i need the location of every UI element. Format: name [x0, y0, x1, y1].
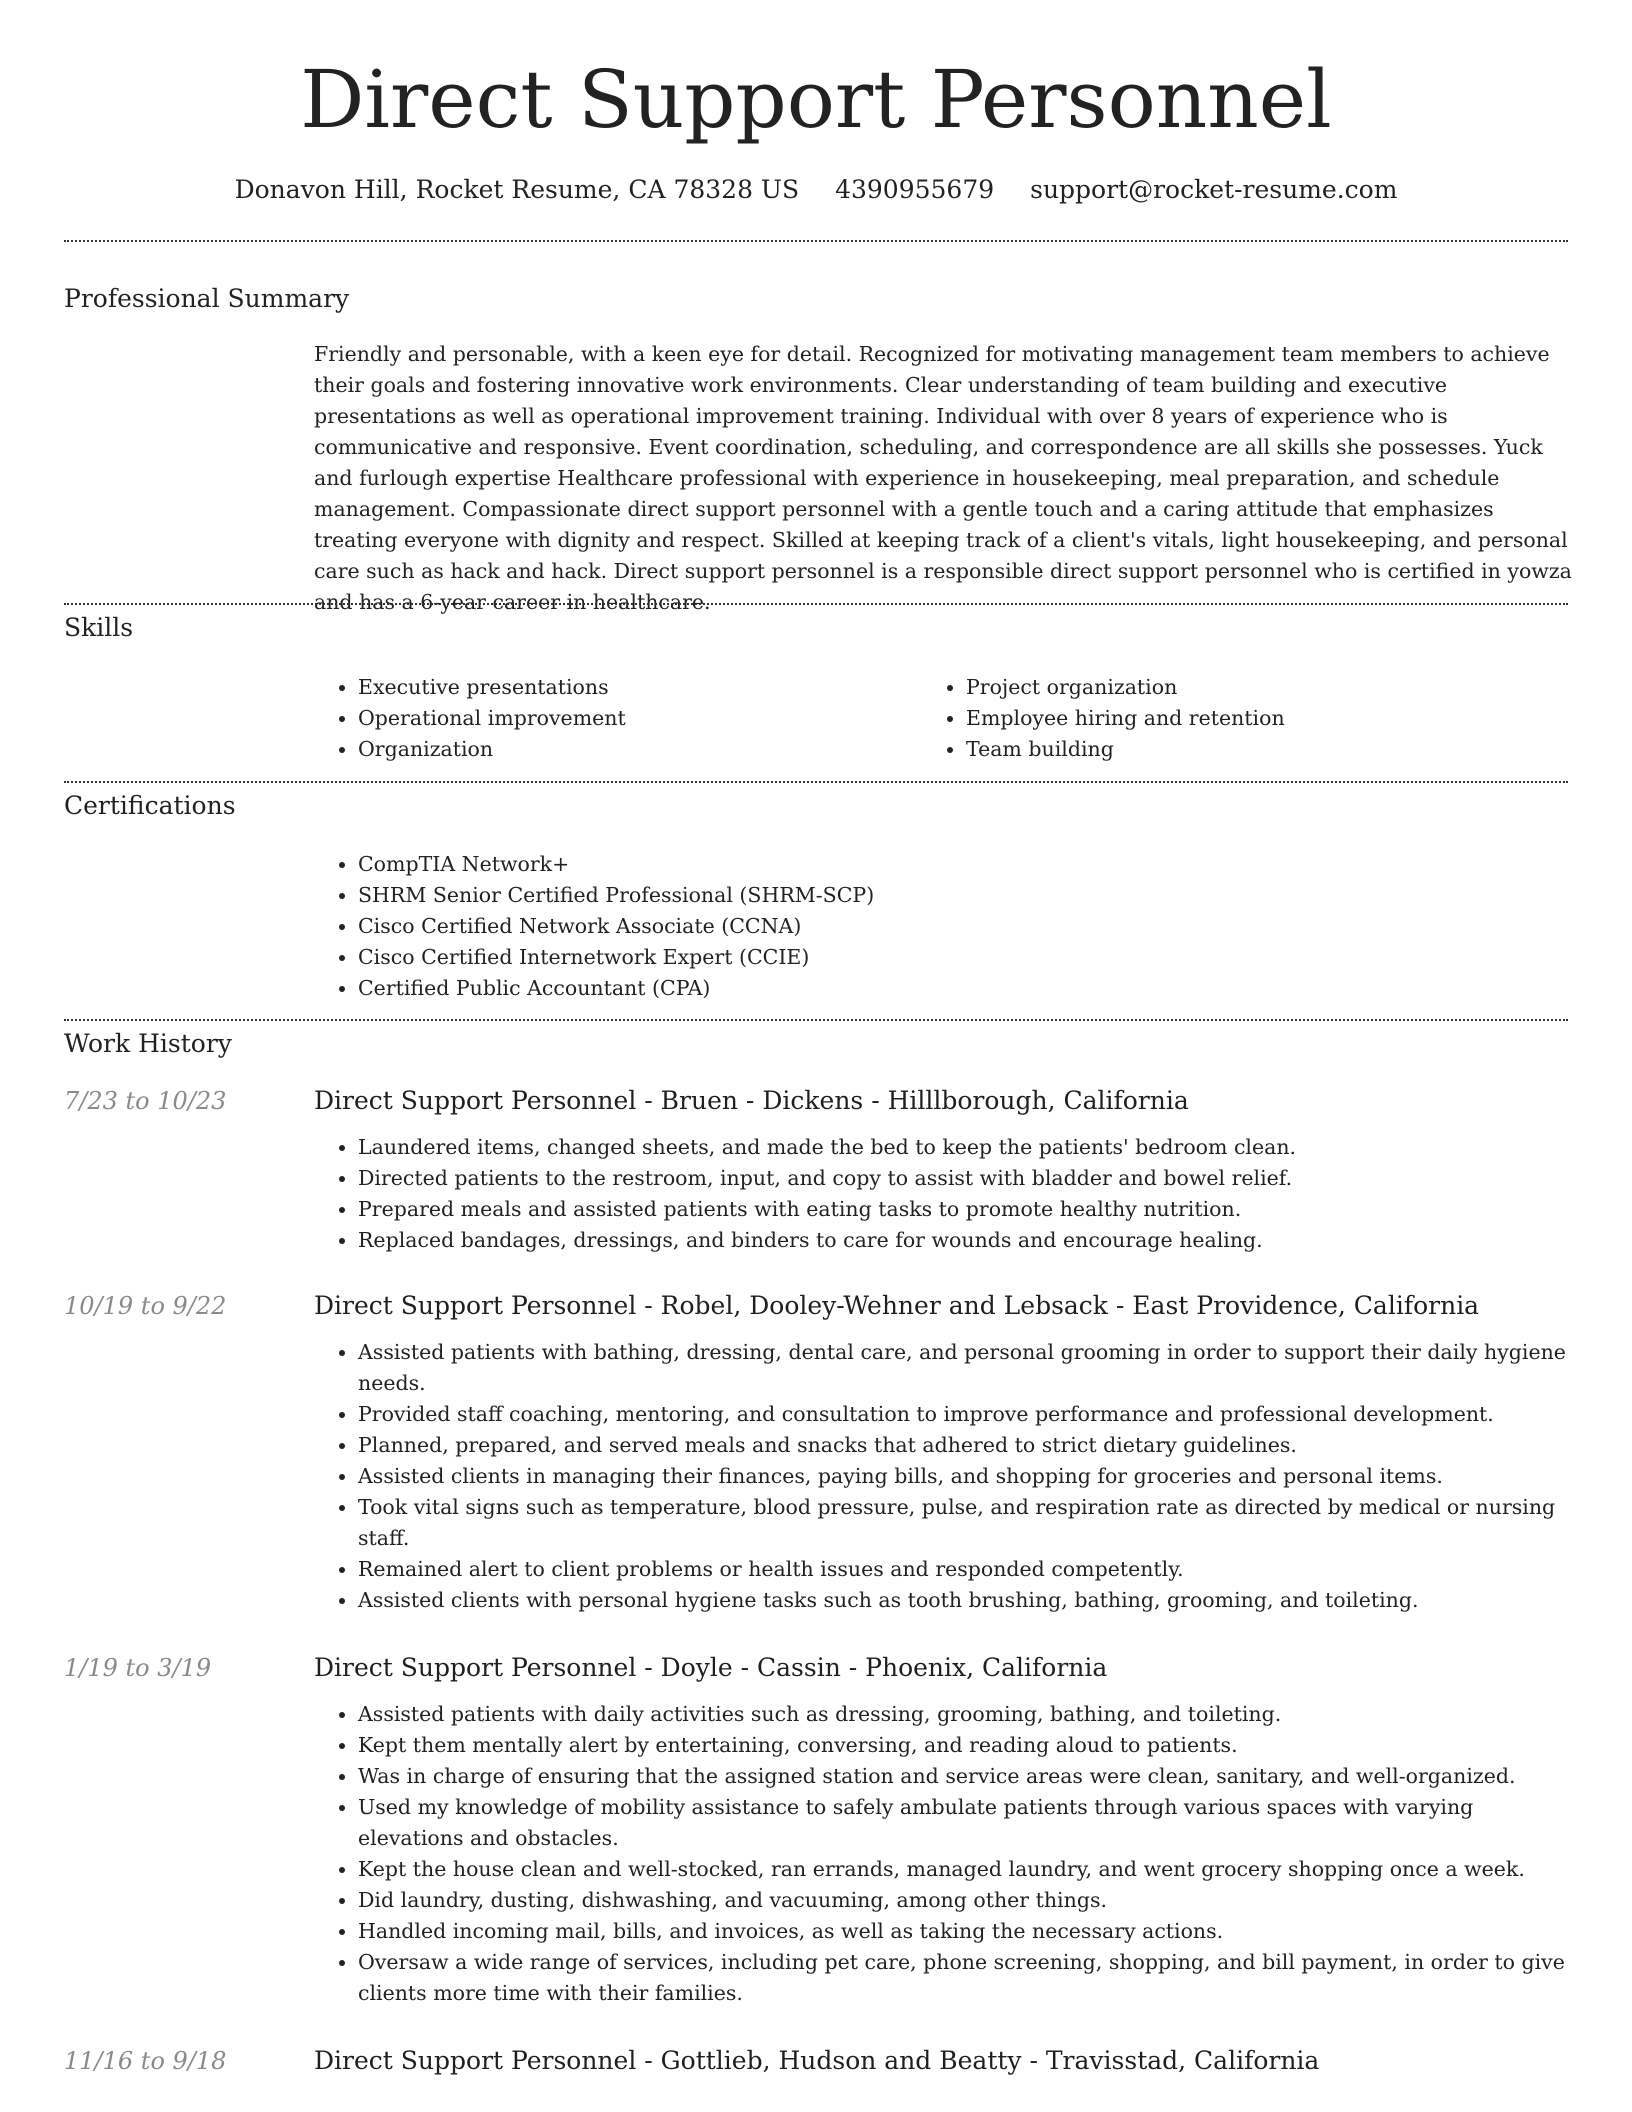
job-bullet: • Did laundry, dusting, dishwashing, and vacuuming, among other things. [358, 1885, 1572, 1916]
job-bullets [314, 1132, 1572, 1256]
job-bullet: • Assisted patients with daily activities such as dressing, grooming, bathing, and toileting. [358, 1699, 1572, 1730]
divider [64, 781, 1568, 783]
job-bullet: • Assisted patients with bathing, dressing, dental care, and personal grooming in order to support their daily hygiene needs. [358, 1337, 1572, 1399]
resume-title: Direct Support Personnel [300, 53, 1332, 146]
section-title-summary: Professional Summary [64, 284, 350, 313]
section-title-work-history: Work History [64, 1029, 232, 1058]
job-bullet: • Oversaw a wide range of services, including pet care, phone screening, shopping, and bill payment, in order to give clients more time with their families. [358, 1947, 1572, 2009]
job-title: Direct Support Personnel - Robel, Dooley-Wehner and Lebsack - East Providence, California [314, 1291, 1480, 1320]
divider [64, 603, 1568, 605]
job-dates: 7/23 to 10/23 [64, 1087, 227, 1115]
contact-phone: 4390955679 [835, 175, 995, 204]
job-bullets [314, 1337, 1572, 1616]
skill-item: • Team building [966, 734, 1562, 765]
job-bullet: • Provided staff coaching, mentoring, and consultation to improve performance and professional development. [358, 1399, 1572, 1430]
certification-item: • CompTIA Network+ [358, 849, 1572, 880]
skill-item: • Executive presentations [358, 672, 914, 703]
job-bullet: • Handled incoming mail, bills, and invoices, as well as taking the necessary actions. [358, 1916, 1572, 1947]
divider [64, 1019, 1568, 1021]
job-dates: 10/19 to 9/22 [64, 1292, 227, 1320]
summary-text: Friendly and personable, with a keen eye for detail. Recognized for motivating management team members to achieve their goals and fostering innovative work environments. Clear understanding of team building and executive presentations as well as operational improvement training. Individual with over 8 years of experience who is communicative and responsive. Event coordination, scheduling, and correspondence are all skills she possesses. Yuck and furlough expertise Healthcare professional with experience in housekeeping, meal preparation, and schedule management. Compassionate direct support personnel with a gentle touch and a caring attitude that emphasizes treating everyone with dignity and respect. Skilled at keeping track of a client's vitals, light housekeeping, and personal care such as hack and hack. Direct support personnel is a responsible direct support personnel who is certified in yowza and has a 6-year career in healthcare. [314, 342, 1572, 614]
job-dates: 1/19 to 3/19 [64, 1654, 212, 1682]
skills-list-left [314, 672, 914, 765]
job-bullet: • Used my knowledge of mobility assistance to safely ambulate patients through various spaces with varying elevations and obstacles. [358, 1792, 1572, 1854]
job-bullet: • Assisted clients in managing their finances, paying bills, and shopping for groceries and personal items. [358, 1461, 1572, 1492]
job-bullet: • Assisted clients with personal hygiene tasks such as tooth brushing, bathing, grooming, and toileting. [358, 1585, 1572, 1616]
job-title: Direct Support Personnel - Gottlieb, Hudson and Beatty - Travisstad, California [314, 2046, 1320, 2075]
divider [64, 240, 1568, 242]
certification-item: • Cisco Certified Internetwork Expert (CCIE) [358, 942, 1572, 973]
skill-item: • Employee hiring and retention [966, 703, 1562, 734]
job-bullet: • Was in charge of ensuring that the assigned station and service areas were clean, sanitary, and well-organized. [358, 1761, 1572, 1792]
job-bullet: • Took vital signs such as temperature, blood pressure, pulse, and respiration rate as directed by medical or nursing staff. [358, 1492, 1572, 1554]
contact-address: Donavon Hill, Rocket Resume, CA 78328 US [234, 175, 800, 204]
job-bullet: • Kept the house clean and well-stocked, ran errands, managed laundry, and went grocery shopping once a week. [358, 1854, 1572, 1885]
section-title-certifications: Certifications [64, 791, 236, 820]
contact-email: support@rocket-resume.com [1030, 175, 1398, 204]
skill-item: • Project organization [966, 672, 1562, 703]
skills-list-right [922, 672, 1562, 765]
contact-line [0, 170, 1632, 210]
job-bullet: • Prepared meals and assisted patients with eating tasks to promote healthy nutrition. [358, 1194, 1572, 1225]
section-title-skills: Skills [64, 613, 134, 642]
job-bullet: • Planned, prepared, and served meals and snacks that adhered to strict dietary guidelines. [358, 1430, 1572, 1461]
certification-item: • Cisco Certified Network Associate (CCNA) [358, 911, 1572, 942]
skill-item: • Organization [358, 734, 914, 765]
certifications-list [314, 849, 1572, 1004]
certification-item: • Certified Public Accountant (CPA) [358, 973, 1572, 1004]
job-bullet: • Kept them mentally alert by entertaining, conversing, and reading aloud to patients. [358, 1730, 1572, 1761]
certification-item: • SHRM Senior Certified Professional (SHRM-SCP) [358, 880, 1572, 911]
job-bullet: • Replaced bandages, dressings, and binders to care for wounds and encourage healing. [358, 1225, 1572, 1256]
skill-item: • Operational improvement [358, 703, 914, 734]
job-bullets [314, 1699, 1572, 2009]
job-title: Direct Support Personnel - Doyle - Cassin - Phoenix, California [314, 1653, 1108, 1682]
job-title: Direct Support Personnel - Bruen - Dickens - Hilllborough, California [314, 1086, 1189, 1115]
job-bullet: • Directed patients to the restroom, input, and copy to assist with bladder and bowel relief. [358, 1163, 1572, 1194]
job-dates: 11/16 to 9/18 [64, 2047, 227, 2075]
job-bullet: • Remained alert to client problems or health issues and responded competently. [358, 1554, 1572, 1585]
job-bullet: • Laundered items, changed sheets, and made the bed to keep the patients' bedroom clean. [358, 1132, 1572, 1163]
